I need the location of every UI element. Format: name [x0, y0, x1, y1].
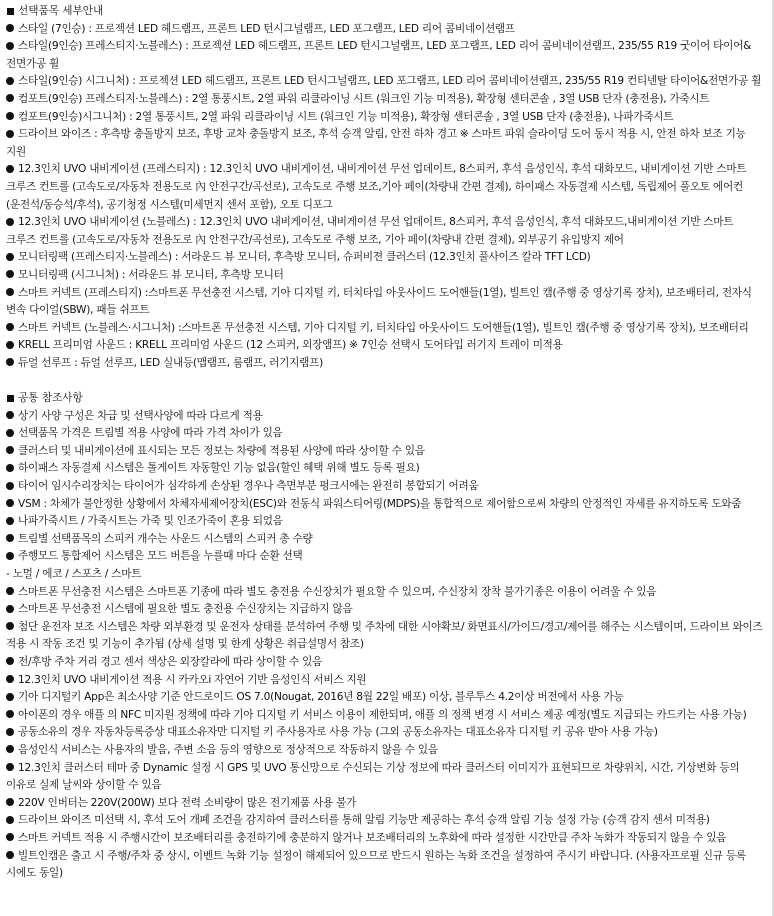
- list-item: [6, 513, 766, 531]
- list-item: [6, 355, 766, 373]
- circle-bullet-icon: [6, 42, 14, 50]
- section-spacer: [6, 372, 766, 390]
- common-notes-list: [6, 408, 766, 566]
- list-item-text: VSM : 차체가 불안정한 상황에서 차체자세제어장치(ESC)와 전동식 파워스티어링(MDPS)을 통합적으로 제어함으로써 차량의 안정적인 자세를 유지하도록 도와줌: [18, 497, 742, 510]
- option-details-list: [6, 21, 766, 373]
- circle-bullet-icon: [6, 112, 14, 120]
- circle-bullet-icon: [6, 253, 14, 261]
- circle-bullet-icon: [6, 323, 14, 331]
- list-item: [6, 619, 766, 654]
- list-item: [6, 443, 766, 461]
- section-title-text: 선택품목 세부안내: [18, 5, 104, 17]
- circle-bullet-icon: [6, 763, 14, 771]
- circle-bullet-icon: [6, 446, 14, 454]
- circle-bullet-icon: [6, 482, 14, 490]
- list-item-text: 드라이브 와이즈 : 후측방 충돌방지 보조, 후방 교차 충돌방지 보조, 후석 승객 알림, 안전 하차 경고 ※ 스마트 파워 슬라이딩 도어 동시 적용 시, 안전 하차 보조 기능 지원: [6, 128, 746, 158]
- circle-bullet-icon: [6, 816, 14, 824]
- list-item-text: 드라이브 와이즈 미선택 시, 후석 도어 개폐 조건을 감지하여 클러스터를 통해 알림 기능만 제공하는 후석 승객 알림 기능 설정 가능 (승객 감지 센서 미적용): [18, 814, 710, 827]
- list-item: [6, 672, 766, 690]
- circle-bullet-icon: [6, 587, 14, 595]
- list-item: [6, 707, 766, 725]
- list-item-text: 스마트 커넥트 (프레스티지) :스마트폰 무선충전 시스템, 기아 디지털 키, 터치타입 아웃사이드 도어핸들(1열), 빌트인 캠(주행 중 영상기록 장치), 보조배터리, 전자식 변속 다이얼(SBW), 패들 쉬프트: [6, 286, 752, 317]
- section-title-options: [6, 3, 766, 21]
- list-item-text: 전/후방 주차 거리 경고 센서 색상은 외장칼라에 따라 상이할 수 있음: [18, 655, 323, 668]
- list-item-text: 12.3인치 클러스터 테마 중 Dynamic 설정 시 GPS 및 UVO 통신망으로 수신되는 기상 정보에 따라 클러스터 이미지가 표현되므로 차량위치, 시간, 기상변화 등의 이유로 실제 날씨와 상이할 수 있음: [6, 761, 740, 792]
- circle-bullet-icon: [6, 358, 14, 366]
- list-item: [6, 742, 766, 760]
- circle-bullet-icon: [6, 411, 14, 419]
- list-item-text: 스마트 커넥트 (노블레스·시그니처) :스마트폰 무선충전 시스템, 기아 디지털 키, 터치타입 아웃사이드 도어핸들(1열), 빌트인 캠(주행 중 영상기록 장치), 보조배터리: [18, 321, 749, 334]
- list-item-text: 선택품목 가격은 트림별 적용 사양에 따라 가격 차이가 있음: [18, 427, 283, 440]
- list-item: [6, 249, 766, 267]
- list-item-text: 하이패스 자동결제 시스템은 톨게이트 자동할인 기능 없음(할인 혜택 위해 별도 등록 필요): [18, 462, 420, 475]
- list-item: [6, 425, 766, 443]
- circle-bullet-icon: [6, 552, 14, 560]
- list-item: [6, 460, 766, 478]
- circle-bullet-icon: [6, 728, 14, 736]
- list-item-text: 모니터링팩 (시그니처) : 서라운드 뷰 모니터, 후측방 모니터: [18, 268, 284, 281]
- list-item-text: 스마트 커넥트 적용 시 주행시간이 보조배터리를 충전하기에 충분하지 않거나 보조배터리의 노후화에 따라 설정한 시간만큼 주차 녹화가 작동되지 않을 수 있음: [18, 831, 727, 844]
- list-item: [6, 214, 766, 249]
- list-item-text: 컴포트(9인승)시그니처) : 2열 통풍시트, 2열 파워 리클라이닝 시트 (워크인 기능 미적용), 확장형 센터콘솔 , 3열 USB 단자 (충전용), 나파가죽시트: [18, 110, 674, 123]
- list-item: [6, 724, 766, 742]
- list-item: [6, 337, 766, 355]
- list-item: [6, 848, 766, 883]
- list-item: [6, 320, 766, 338]
- circle-bullet-icon: [6, 165, 14, 173]
- list-item: [6, 531, 766, 549]
- circle-bullet-icon: [6, 534, 14, 542]
- list-item-text: 스타일 (7인승) : 프로젝션 LED 헤드램프, 프론트 LED 턴시그널램프, LED 포그램프, LED 리어 콤비네이션램프: [18, 22, 515, 35]
- list-item-text: 12.3인치 UVO 내비게이션 (노블레스) : 12.3인치 UVO 내비게이션, 내비게이션 무선 업데이트, 8스피커, 후석 음성인식, 후석 대화모드,내비게이션 기반 스마트 크루즈 컨트롤 (고속도로/자동차 전용도로 內 안전구간/곡선로), 고속도로 주행 보조, 기아 페이(차량내 간편 결제), 외부공기 유입방지 제어: [6, 216, 734, 246]
- common-notes-list-continued: [6, 584, 766, 883]
- circle-bullet-icon: [6, 24, 14, 32]
- list-item: [6, 548, 766, 566]
- circle-bullet-icon: [6, 341, 14, 349]
- list-item: [6, 601, 766, 619]
- drive-mode-list-line: - 노멀 / 에코 / 스포츠 / 스마트: [6, 568, 142, 580]
- list-item-text: 12.3인치 UVO 내비게이션 적용 시 카카오i 자연어 기반 음성인식 서비스 지원: [18, 673, 367, 686]
- circle-bullet-icon: [6, 798, 14, 806]
- list-item-text: 아이폰의 경우 애플 의 NFC 미지원 정책에 따라 기아 디지털 키 서비스 이용이 제한되며, 애플 의 정책 변경 시 서비스 제공 예정(별도 지급되는 카드키는 사용 가능): [18, 708, 747, 721]
- list-item-text: 스마트폰 무선충전 시스템에 필요한 별도 충전용 수신장치는 지급하지 않음: [18, 603, 353, 616]
- circle-bullet-icon: [6, 94, 14, 102]
- list-item-text: 기아 디지털키 App은 최소사양 기준 안드로이드 OS 7.0(Nougat, 2016년 8월 22일 배포) 이상, 블루투스 4.2이상 버전에서 사용 가능: [18, 691, 624, 704]
- list-item-text: 모니터링팩 (프레스티지·노블레스) : 서라운드 뷰 모니터, 후측방 모니터, 슈퍼비젼 클러스터 (12.3인치 풀사이즈 칼라 TFT LCD): [18, 251, 591, 264]
- list-item: [6, 267, 766, 285]
- circle-bullet-icon: [6, 499, 14, 507]
- circle-bullet-icon: [6, 517, 14, 525]
- list-item-text: 트림별 선택품목의 스피커 개수는 사운드 시스템의 스피커 총 수량: [18, 532, 313, 545]
- list-item: [6, 584, 766, 602]
- list-item-text: 스타일(9인승) 프레스티지·노블레스) : 프로젝션 LED 헤드램프, 프론트 LED 턴시그널램프, LED 포그램프, LED 리어 콤비네이션램프, 235/55 R19 굿이어 타이어&전면가공 휠: [6, 40, 752, 70]
- section-title-text: 공통 참조사항: [18, 392, 83, 405]
- circle-bullet-icon: [6, 851, 14, 859]
- list-item: [6, 38, 766, 73]
- list-item-text: 주행모드 통합제어 시스템은 모드 버튼을 누를때 마다 순환 선택: [18, 550, 303, 563]
- list-item: [6, 830, 766, 848]
- square-bullet-icon: [7, 395, 14, 402]
- list-item-text: 첨단 운전자 보조 시스템은 차량 외부환경 및 운전자 상태를 분석하여 주행 및 주차에 대한 시야확보/ 화면표시/가이드/경고/제어를 해주는 시스템이며, 드라이브 와이즈 적용 시 작동 조건 및 기능이 추가됨 (상세 설명 및 한계 상황은 취급설명서 참조): [6, 620, 763, 651]
- circle-bullet-icon: [6, 622, 14, 630]
- circle-bullet-icon: [6, 77, 14, 85]
- list-item: [6, 285, 766, 320]
- list-item: [6, 91, 766, 109]
- circle-bullet-icon: [6, 833, 14, 841]
- square-bullet-icon: [7, 8, 14, 15]
- list-item: [6, 73, 766, 91]
- list-item-text: 듀얼 선루프 : 듀얼 선루프, LED 실내등(맵램프, 룸램프, 러기지램프): [18, 356, 323, 369]
- list-item-text: 음성인식 서비스는 사용자의 발음, 주변 소음 등의 영향으로 정상적으로 작동하지 않을 수 있음: [18, 743, 438, 756]
- circle-bullet-icon: [6, 657, 14, 665]
- list-item-text: 스마트폰 무선충전 시스템은 스마트폰 기종에 따라 별도 충전용 수신장치가 필요할 수 있으며, 수신장치 장착 불가기종은 이용이 어려울 수 있음: [18, 585, 657, 598]
- circle-bullet-icon: [6, 130, 14, 138]
- circle-bullet-icon: [6, 429, 14, 437]
- list-item-text: 상기 사양 구성은 차급 및 선택사양에 따라 다르게 적용: [18, 409, 263, 422]
- circle-bullet-icon: [6, 605, 14, 613]
- list-item-text: 타이어 임시수리장치는 타이어가 심각하게 손상된 경우나 측면부분 펑크시에는 완전히 봉합되기 어려움: [18, 480, 479, 493]
- list-item: [6, 161, 766, 214]
- list-item-text: 스타일(9인승) 시그니처) : 프로젝션 LED 헤드램프, 프론트 LED 턴시그널램프, LED 포그램프, LED 리어 콤비네이션램프, 235/55 R19 컨티넨탈 타이어&전면가공 휠: [18, 75, 762, 88]
- list-item: [6, 21, 766, 39]
- list-item: [6, 654, 766, 672]
- circle-bullet-icon: [6, 218, 14, 226]
- list-item-text: 컴포트(9인승) 프레스티지·노블레스) : 2열 통풍시트, 2열 파워 리클라이닝 시트 (워크인 기능 미적용), 확장형 센터콘솔 , 3열 USB 단자 (충전용), 가죽시트: [18, 92, 710, 105]
- circle-bullet-icon: [6, 710, 14, 718]
- list-item: [6, 126, 766, 161]
- list-item: [6, 109, 766, 127]
- circle-bullet-icon: [6, 270, 14, 278]
- list-item-text: 빌트인캠은 출고 시 주행/주차 중 상시, 이벤트 녹화 기능 설정이 해제되어 있으므로 반드시 원하는 녹화 조건을 설정하여 주시기 바랍니다. (사용자프로필 신규 등록 시에도 동일): [6, 849, 746, 880]
- list-item: [6, 478, 766, 496]
- list-item-text: 220V 인버터는 220V(200W) 보다 전력 소비량이 많은 전기제품 사용 불가: [18, 796, 357, 809]
- list-item-text: 나파가죽시트 / 가죽시트는 가죽 및 인조가죽이 혼용 되었음: [18, 515, 283, 528]
- circle-bullet-icon: [6, 675, 14, 683]
- list-item: [6, 408, 766, 426]
- list-item: [6, 760, 766, 795]
- list-item-text: 공동소유의 경우 자동차등록증상 대표소유자만 디지털 키 주사용자로 사용 가능 (그외 공동소유자는 대표소유자 디지털 키 공유 받아 사용 가능): [18, 726, 658, 739]
- list-item-text: 클러스터 및 내비게이션에 표시되는 모든 정보는 차량에 적용된 사양에 따라 상이할 수 있음: [18, 444, 425, 457]
- circle-bullet-icon: [6, 288, 14, 296]
- list-item-text: KRELL 프리미엄 사운드 : KRELL 프리미엄 사운드 (12 스피커, 외장앰프) ※ 7인승 선택시 도어타입 러기지 트레이 미적용: [18, 339, 563, 352]
- list-item: [6, 812, 766, 830]
- list-item: [6, 689, 766, 707]
- circle-bullet-icon: [6, 693, 14, 701]
- list-item: [6, 496, 766, 514]
- list-item: [6, 795, 766, 813]
- circle-bullet-icon: [6, 464, 14, 472]
- list-item-text: 12.3인치 UVO 내비게이션 (프레스티지) : 12.3인치 UVO 내비게이션, 내비게이션 무선 업데이트, 8스피커, 후석 음성인식, 후석 대화모드, 내비게이션 기반 스마트 크루즈 컨트롤 (고속도로/자동차 전용도로 內 안전구간/곡선로), 고속도로 주행 보조,기아 페이(차량내 간편 결제), 하이패스 자동결제 시스템, 독립제어 풀오토 에어컨(운전석/동승석/후석), 공기청정 시스템(미세먼지 센서 포함), 오토 디포그: [6, 163, 747, 211]
- section-title-common: [6, 390, 766, 408]
- circle-bullet-icon: [6, 745, 14, 753]
